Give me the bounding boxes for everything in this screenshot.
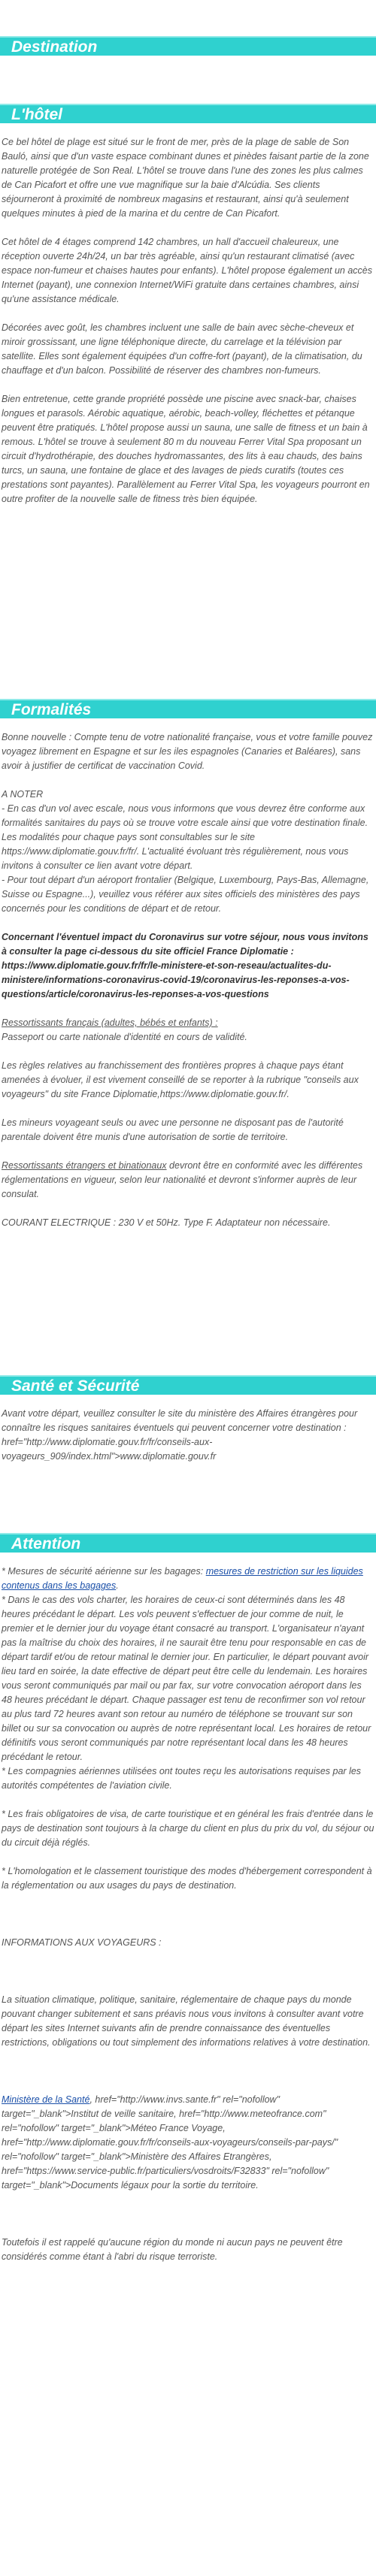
frontier-rules: Les règles relatives au franchissement des frontières propres à chaque pays étant amenées à évoluer, il est vivement conseillé de se reporter à la rubrique "conseils aux voyageurs" du site France Diplomatie,https://www.diplomatie.gouv.fr/. [2,1060,359,1099]
ministere-sante-link[interactable]: Ministère de la Santé [2,2094,90,2105]
attention-item-end: . [116,1580,119,1591]
minors-rules: Les mineurs voyageant seuls ou avec une personne ne disposant pas de l'autorité parentale doivent être munis d'une autorisation de sortie de territoire. [2,1117,344,1142]
note-paragraph: - Pour tout départ d'un aéroport frontalier (Belgique, Luxembourg, Pays-Bas, Allemagne, Suisse ou Espagne...), veuillez vous référer aux sites officiels des ministères des pays concernés pour les conditions de départ et de retour. [2,875,369,914]
useful-links-text: , href="http://www.invs.sante.fr" rel="nofollow" target="_blank">Institut de veille sanitaire, href="http://www.meteofrance.com" rel="nofollow" target="_blank">Méteo France Voyage, href="http://www.diplomatie.gouv.fr/fr/conseils-aux-voyageurs/conseils-par-pays/" rel="nofollow" target="_blank">Ministère des Affaires Etrangères, href="https://www.service-public.fr/particuliers/vosdroits/F32833" rel="nofollow" target="_blank">Documents légaux pour la sortie du territoire. [2,2094,338,2191]
attention-content [0,1565,376,2264]
attention-item: * Les frais obligatoires de visa, de carte touristique et en général les frais d'entrée dans le pays de destination sont toujours à la charge du client en plus du prix du vol, du séjour ou du circuit déjà réglés. [2,1809,374,1848]
attention-item [2,1565,374,1593]
ressortissants-etrangers-body: devront être en conformité avec les différentes réglementations en vigueur, selon leur nationalité et devront s'informer auprès de leur consulat. [2,1160,363,1199]
hotel-paragraph: Ce bel hôtel de plage est situé sur le front de mer, près de la plage de sable de Son Bauló, ainsi que d'un vaste espace combinant dunes et pinèdes faisant partie de la zone naturelle protégée de Son Real. L'hôtel se trouve dans l'une des zones les plus calmes de Can Picafort et offre une vue magnifique sur la baie d'Alcúdia. Ses clients séjourneront à proximité de nombreux magasins et restaurant, ainsi qu'à seulement quelques minutes à pied de la marina et du centre de Can Picafort. [2,137,369,219]
useful-links [2,2093,374,2193]
info-voyageurs-heading: INFORMATIONS AUX VOYAGEURS : [2,1937,162,1948]
hotel-paragraph: Décorées avec goût, les chambres incluent une salle de bain avec sèche-cheveux et miroir grossissant, une ligne téléphonique directe, du carrelage et la télévision par satellite. Elles sont également équipées d'un coffre-fort (payant), de la climatisation, du chauffage et d'un balcon. Possibilité de réserver des chambres non-fumeurs. [2,322,362,376]
ressortissants-etrangers [2,1159,374,1202]
electric-info: COURANT ELECTRIQUE : 230 V et 50Hz. Type F. Adaptateur non nécessaire. [2,1217,331,1228]
hotel-paragraph: Cet hôtel de 4 étages comprend 142 chambres, un hall d'accueil chaleureux, une réception ouverte 24h/24, un bar très agréable, ainsi qu'un restaurant climatisé (avec espace non-fumeur et chaises hautes pour enfants). L'hôtel propose également un accès Internet (payant), une connexion Internet/WiFi gratuite dans certaines chambres, ainsi qu'une assistance médicale. [2,237,372,304]
hotel-paragraph: Bien entretenue, cette grande propriété possède une piscine avec snack-bar, chaises longues et parasols. Aérobic aquatique, aérobic, beach-volley, fléchettes et pétanque peuvent être pratiqués. L'hôtel propose aussi un sauna, une salle de fitness et un bain à remous. L'hôtel se trouve à seulement 80 m du nouveau Ferrer Vital Spa proposant un circuit d'hydrothérapie, des douches hydromassantes, des lits à eau chauds, des bains turcs, un sauna, une fontaine de glace et des lavages de pieds curatifs (toutes ces prestations sont payantes). Parallèlement au Ferrer Vital Spa, les voyageurs pourront en outre profiter de la nouvelle salle de fitness très bien équipée. [2,394,370,504]
attention-item-text: * Mesures de sécurité aérienne sur les bagages: [2,1566,206,1577]
terrorism-warning: Toutefois il est rappelé qu'aucune région du monde ni aucun pays ne peuvent être considérés comme étant à l'abri du risque terroriste. [2,2237,343,2262]
note-paragraph: Les modalités pour chaque pays sont consultables sur le site https://www.diplomatie.gouv.fr/fr/. L'actualité évoluant très régulièrement, nous vous invitons à consulter ce lien avant votre départ. [2,832,349,871]
sante-content [0,1407,376,1464]
sante-paragraph: Avant votre départ, veuillez consulter le site du ministère des Affaires étrangères pour connaître les risques sanitaires éventuels qui peuvent concerner votre destination : href="http://www.diplomatie.gouv.fr/fr/conseils-aux-voyageurs_909/index.html">www.diplomatie.gouv.fr [2,1408,358,1462]
hotel-description [0,135,376,506]
section-header-hotel: L'hôtel [0,104,376,123]
section-header-destination: Destination [0,36,376,56]
section-header-sante: Santé et Sécurité [0,1375,376,1395]
section-header-attention: Attention [0,1533,376,1553]
info-voyageurs-body: La situation climatique, politique, sanitaire, réglementaire de chaque pays du monde pouvant changer subitement et sans préavis nous vous invitons à consulter avant votre départ les sites Internet suivants afin de prendre connaissance des éventuelles restrictions, obligations ou tout simplement des informations relatives à votre destination. [2,1994,371,2048]
coronavirus-notice: Concernant l'éventuel impact du Coronavirus sur votre séjour, nous vous invitons à consulter la page ci-dessous du site officiel France Diplomatie : https://www.diplomatie.gouv.fr/fr/le-ministere-et-son-reseau/actualites-du-ministere/informations-coronavirus-covid-19/coronavirus-les-reponses-a-vos-questions/article/coronavirus-les-reponses-a-vos-questions [2,932,368,999]
attention-item: * L'homologation et le classement touristique des modes d'hébergement correspondent à la réglementation ou aux usages du pays de destination. [2,1866,372,1891]
attention-item: * Les compagnies aériennes utilisées ont toutes reçu les autorisations requises par les autorités compétentes de l'aviation civile. [2,1766,362,1791]
note-paragraph: - En cas d'un vol avec escale, nous vous informons que vous devrez être conforme aux formalités sanitaires du pays où se trouve votre escale ainsi que votre destination finale. [2,803,368,828]
note-heading: A NOTER [2,789,44,800]
attention-item: * Dans le cas des vols charter, les horaires de ceux-ci sont déterminés dans les 48 heures précédant le départ. Les vols peuvent s'effectuer de jour comme de nuit, le premier et le dernier jour du voyage étant consacré au transport. L'organisateur n'ayant pas la maîtrise du choix des horaires, il ne saurait être tenu pour responsable en cas de départ tardif et/ou de retour matinal le dernier jour. En particulier, le départ pouvant avoir lieu tard en soirée, la date effective de départ peut être celle du lendemain. Les horaires vous seront communiqués par mail ou par fax, sur votre convocation aéroport dans les 48 heures précédant le départ. Chaque passager est tenu de reconfirmer son vol retour au plus tard 72 heures avant son retour au numéro de téléphone se trouvant sur son billet ou sur sa convocation ou auprès de notre représentant local. Les horaires de retour définitifs vous seront communiqués par notre représentant local dans les 48 heures précédant le retour. [2,1595,371,1762]
liquid-restriction-link[interactable]: mesures de restriction sur les liquides contenus dans les bagages [2,1566,363,1591]
formalites-paragraph: Bonne nouvelle : Compte tenu de votre nationalité française, vous et votre famille pouvez voyagez librement en Espagne et sur les iles espagnoles (Canaries et Baléares), sans avoir à justifier de certificat de vaccination Covid. [2,732,373,771]
ressortissants-francais-heading: Ressortissants français (adultes, bébés et enfants) : [2,1017,218,1028]
ressortissants-francais-body: Passeport ou carte nationale d'identité en cours de validité. [2,1032,247,1042]
ressortissants-etrangers-heading: Ressortissants étrangers et binationaux [2,1160,167,1171]
section-header-formalites: Formalités [0,699,376,718]
formalites-content [0,730,376,1230]
